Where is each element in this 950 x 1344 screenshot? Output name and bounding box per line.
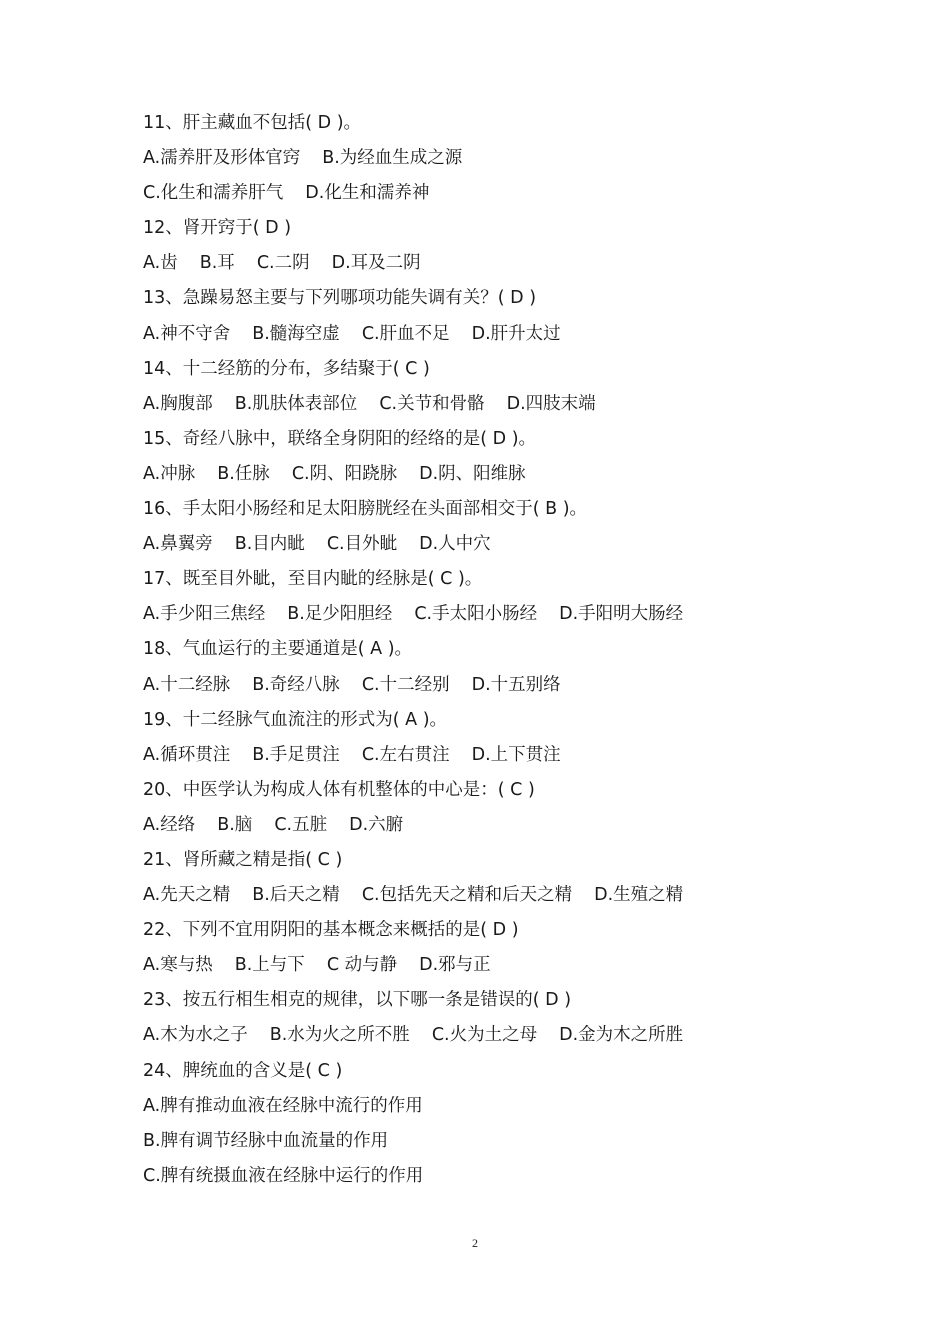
question-text: 21、肾所藏之精是指( C ): [143, 849, 343, 870]
option-text: B.水为火之所不胜: [269, 1025, 410, 1046]
option-text: B.髓海空虚: [252, 323, 340, 344]
options-row: [143, 738, 843, 773]
option-text: C.阴、阳跷脉: [291, 463, 398, 484]
page-number: 2: [472, 1236, 478, 1250]
option-text: B.肌肤体表部位: [234, 393, 358, 414]
option-text: B.脑: [217, 814, 253, 835]
option-text: C.五脏: [274, 814, 328, 835]
option-text: A.循环贯注: [143, 744, 231, 765]
option-text: D.人中穴: [419, 534, 491, 555]
option-text: D.四肢末端: [506, 393, 596, 414]
option-text: A.神不守舍: [143, 323, 231, 344]
option-text: B.后天之精: [252, 885, 340, 906]
options-row: [143, 141, 843, 176]
option-text: C.脾有统摄血液在经脉中运行的作用: [143, 1165, 424, 1186]
option-text: C.二阴: [256, 253, 310, 274]
option-text: D.金为木之所胜: [559, 1025, 684, 1046]
question-text: 18、气血运行的主要通道是( A )。: [143, 639, 413, 660]
option-text: C.手太阳小肠经: [414, 604, 538, 625]
options-row: [143, 1159, 843, 1194]
option-text: C.左右贯注: [361, 744, 450, 765]
question-text: 22、下列不宜用阴阳的基本概念来概括的是( D ): [143, 920, 519, 941]
question-text: 13、急躁易怒主要与下列哪项功能失调有关？( D ): [143, 288, 537, 309]
option-text: B.为经血生成之源: [322, 148, 463, 169]
option-text: A.先天之精: [143, 885, 231, 906]
question-text: 11、肝主藏血不包括( D )。: [143, 113, 362, 133]
option-text: A.经络: [143, 814, 196, 835]
option-text: C.十二经别: [361, 674, 450, 695]
options-row: [143, 457, 843, 492]
options-row: [143, 1124, 843, 1159]
option-text: A.鼻翼旁: [143, 534, 213, 555]
options-row: [143, 948, 843, 983]
question-text: 12、肾开窍于( D ): [143, 218, 292, 239]
question-text: 16、手太阳小肠经和足太阳膀胱经在头面部相交于( B )。: [143, 499, 588, 520]
option-text: C.包括先天之精和后天之精: [361, 885, 573, 906]
question-text: 24、脾统血的含义是( C ): [143, 1060, 343, 1081]
option-text: B.目内眦: [234, 534, 305, 555]
options-row: [143, 1018, 843, 1053]
option-text: A.胸腹部: [143, 393, 213, 414]
option-text: B.脾有调节经脉中血流量的作用: [143, 1130, 389, 1151]
option-text: D.肝升太过: [471, 323, 561, 344]
option-text: D.手阳明大肠经: [559, 604, 684, 625]
option-text: D.阴、阳维脉: [419, 463, 526, 484]
question-text: 14、十二经筋的分布，多结聚于( C ): [143, 358, 430, 379]
option-text: D.耳及二阴: [331, 253, 421, 274]
option-text: A.木为水之子: [143, 1025, 248, 1046]
option-text: A.寒与热: [143, 955, 213, 976]
options-row: [143, 527, 843, 562]
option-text: C.化生和濡养肝气: [143, 183, 284, 204]
option-text: A.冲脉: [143, 463, 196, 484]
option-text: B.任脉: [217, 463, 270, 484]
option-text: B.手足贯注: [252, 744, 340, 765]
option-text: B.奇经八脉: [252, 674, 340, 695]
options-row: [143, 176, 843, 211]
options-row: [143, 1089, 843, 1124]
options-row: [143, 808, 843, 843]
options-row: [143, 387, 843, 422]
option-text: D.上下贯注: [471, 744, 561, 765]
option-text: B.足少阳胆经: [287, 604, 393, 625]
options-row: [143, 878, 843, 913]
option-text: B.耳: [199, 253, 235, 274]
options-row: [143, 317, 843, 352]
option-text: B.上与下: [234, 955, 305, 976]
option-text: D.化生和濡养神: [305, 183, 430, 204]
option-text: A.齿: [143, 253, 178, 274]
question-text: 20、中医学认为构成人体有机整体的中心是：( C ): [143, 779, 535, 800]
option-text: D.六腑: [349, 814, 404, 835]
question-text: 15、奇经八脉中，联络全身阴阳的经络的是( D )。: [143, 428, 537, 449]
question-text: 23、按五行相生相克的规律，以下哪一条是错误的( D ): [143, 990, 572, 1011]
option-text: A.濡养肝及形体官窍: [143, 148, 301, 169]
option-text: A.脾有推动血液在经脉中流行的作用: [143, 1095, 423, 1116]
option-text: C 动与静: [326, 955, 398, 976]
options-row: [143, 668, 843, 703]
option-text: A.十二经脉: [143, 674, 231, 695]
option-text: D.十五别络: [471, 674, 561, 695]
options-row: [143, 597, 843, 632]
question-text: 19、十二经脉气血流注的形式为( A )。: [143, 709, 448, 730]
option-text: C.目外眦: [326, 534, 398, 555]
question-text: 17、既至目外眦，至目内眦的经脉是( C )。: [143, 569, 483, 590]
option-text: A.手少阳三焦经: [143, 604, 266, 625]
option-text: C.肝血不足: [361, 323, 450, 344]
option-text: D.邪与正: [419, 955, 491, 976]
option-text: C.火为土之母: [431, 1025, 538, 1046]
option-text: D.生殖之精: [594, 885, 684, 906]
options-row: [143, 246, 843, 281]
question-list: [143, 106, 843, 1194]
option-text: C.关节和骨骼: [379, 393, 485, 414]
